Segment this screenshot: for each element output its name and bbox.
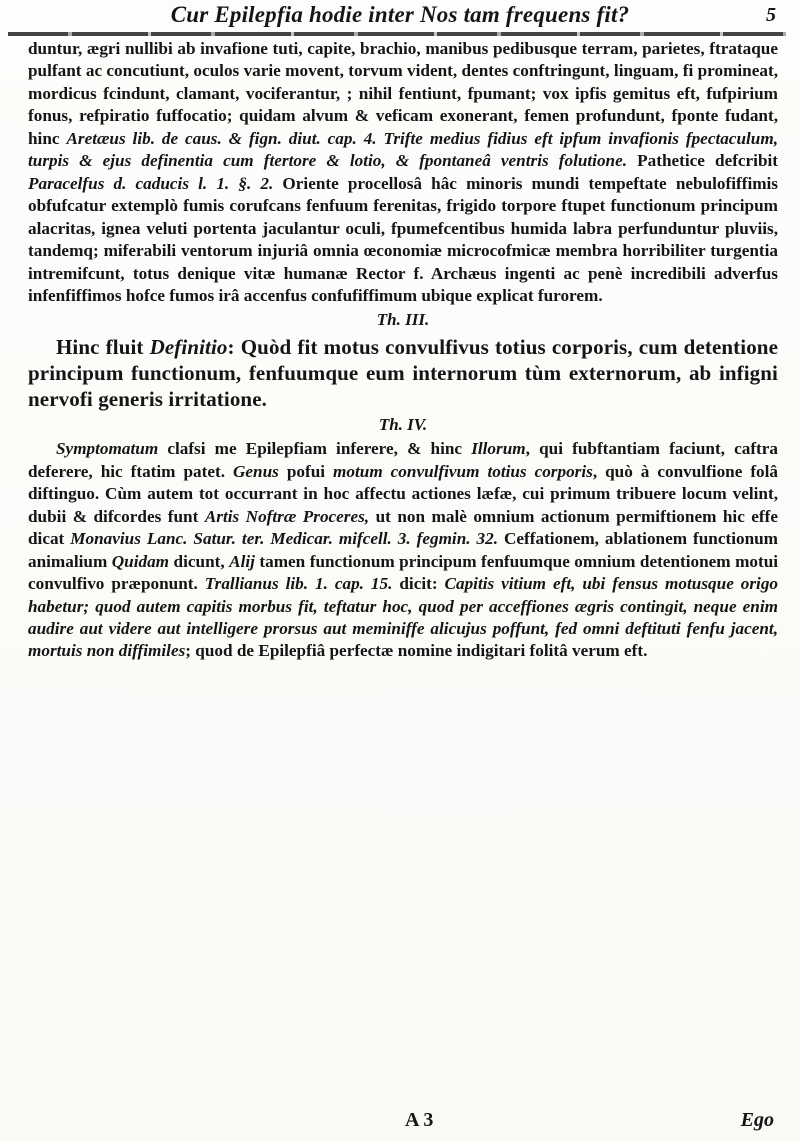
page-footer bbox=[0, 1109, 800, 1135]
paragraph-text: ut non malè omnium actionum permiftionem hic effe dicat bbox=[28, 506, 779, 549]
page-number: 5 bbox=[766, 4, 776, 26]
paragraph-text: clafsi me Epilepfiam inferere, & hinc bbox=[167, 439, 463, 459]
paragraph-definition bbox=[28, 334, 778, 412]
citation-monavius: Monavius Lanc. Satur. ter. Medicar. mifcell. 3. fegmin. 32. bbox=[70, 529, 499, 549]
citation-paracelsus: Paracelfus d. caducis l. 1. §. 2. bbox=[28, 173, 274, 193]
paragraph-text: Oriente procellosâ hâc minoris mundi tempeftate nebulofiffimis obfufcatur extemplò fumis corufcans fenfuum ferenitas, frigido torpore ftupet functionum principum alacritas, ignea veluti portenta jaculantur oculi, fpumefcentibus humida labra perfunduntur pluviis, tandemq; miferabili ventorum injuriâ omnia œconomiæ microcofmicæ membra horribiliter turgentia intremifcunt, totus denique vitæ humanæ Rector f. Archæus ingenti ac penè incredibili adverfus infenfiffimos hofce fumos irâ accenfus confufiffimum ubique explicat furorem. bbox=[28, 173, 778, 305]
running-head-title: Cur Epilepfia hodie inter Nos tam frequens fit? bbox=[170, 2, 630, 27]
definition-text: : Quòd fit motus convulfivus totius corporis, cum detentione principum functionum, fenfuumque eum internorum tùm externorum, ab infigni nervofi generis irritatione. bbox=[28, 334, 778, 411]
paragraph-text: duntur, ægri nullibi ab invafione tuti, capite, brachio, manibus pedibusque terram, parietes, ftrataque pulfant ac concutiunt, oculos varie movent, torvum vident, dentes conftringunt, linguam, fi promineat, mordicus fcindunt, clamant, vociferantur, ; nihil fentiunt, fpumant; vox ipfis gemitus eft, fufpirium fonus, refpiratio fuffocatio; quidam alvum & veficam exonerant, femen profundunt, fponte fudant, hinc bbox=[28, 39, 778, 148]
running-head bbox=[0, 2, 800, 32]
paragraph-text: tamen functionum principum fenfuumque omnium detentionem motui convulfivo præponunt. bbox=[28, 551, 779, 594]
paragraph-text: Pathetice defcribit bbox=[637, 151, 779, 171]
paragraph-text: dicit: bbox=[399, 574, 438, 594]
catchword: Ego bbox=[740, 1109, 774, 1131]
term-artis-proceres: Artis Noftræ Proceres, bbox=[204, 506, 370, 526]
thesis-heading-3: Th. III. bbox=[376, 310, 430, 330]
term-motum-convulsivum: motum convulfivum totius corporis bbox=[333, 461, 593, 481]
signature-mark: A 3 bbox=[405, 1109, 434, 1131]
paragraph-text: dicunt, bbox=[173, 551, 225, 571]
paragraph-classification bbox=[28, 438, 778, 663]
term-symptomatum: Symptomatum bbox=[56, 439, 159, 459]
header-rule bbox=[8, 32, 786, 36]
term-alij: Alij bbox=[229, 551, 255, 571]
term-illorum: Illorum bbox=[471, 439, 526, 459]
body-text bbox=[28, 38, 778, 663]
paragraph-symptoms bbox=[28, 38, 778, 307]
citation-trallianus: Trallianus lib. 1. cap. 15. bbox=[204, 574, 393, 594]
paragraph-text: pofui bbox=[286, 461, 326, 481]
term-genus: Genus bbox=[232, 461, 279, 481]
paragraph-text: Hinc fluit bbox=[56, 334, 144, 359]
paragraph-text: , quò à convulfione folâ diftinguo. Cùm autem tot occurrant in hoc affectu actiones læfæ, cui primum tribuere locum velint, dubii & difcordes funt bbox=[28, 461, 779, 526]
paragraph-text: , qui fubftantiam faciunt, caftra deferere, hic ftatim patet. bbox=[28, 439, 778, 481]
citation-aretaeus: Aretæus lib. de caus. & fign. diut. cap. 4. Trifte medius fidius eft ipfum invafionis fpectaculum, turpis & ejus definentia cum ftertore & lotio, & fpontaneâ ventris folutione. bbox=[28, 128, 778, 171]
term-quidam: Quidam bbox=[111, 551, 170, 571]
definition-label: Definitio bbox=[149, 334, 228, 359]
paragraph-text: ; quod de Epilepfiâ perfectæ nomine indigitari folitâ verum eft. bbox=[185, 641, 648, 661]
thesis-heading-4: Th. IV. bbox=[378, 414, 428, 434]
quotation-trallianus: Capitis vitium eft, ubi fensus motusque origo habetur; quod autem capitis morbus fit, teftatur hoc, quod per acceffiones ægris contingit, neque enim audire aut videre aut intelligere prorsus aut meminiffe alicujus poffunt, fed omni deftituti fenfu jacent, mortuis non diffimiles bbox=[28, 574, 779, 661]
paragraph-text: Ceffationem, ablationem functionum animalium bbox=[28, 529, 779, 571]
